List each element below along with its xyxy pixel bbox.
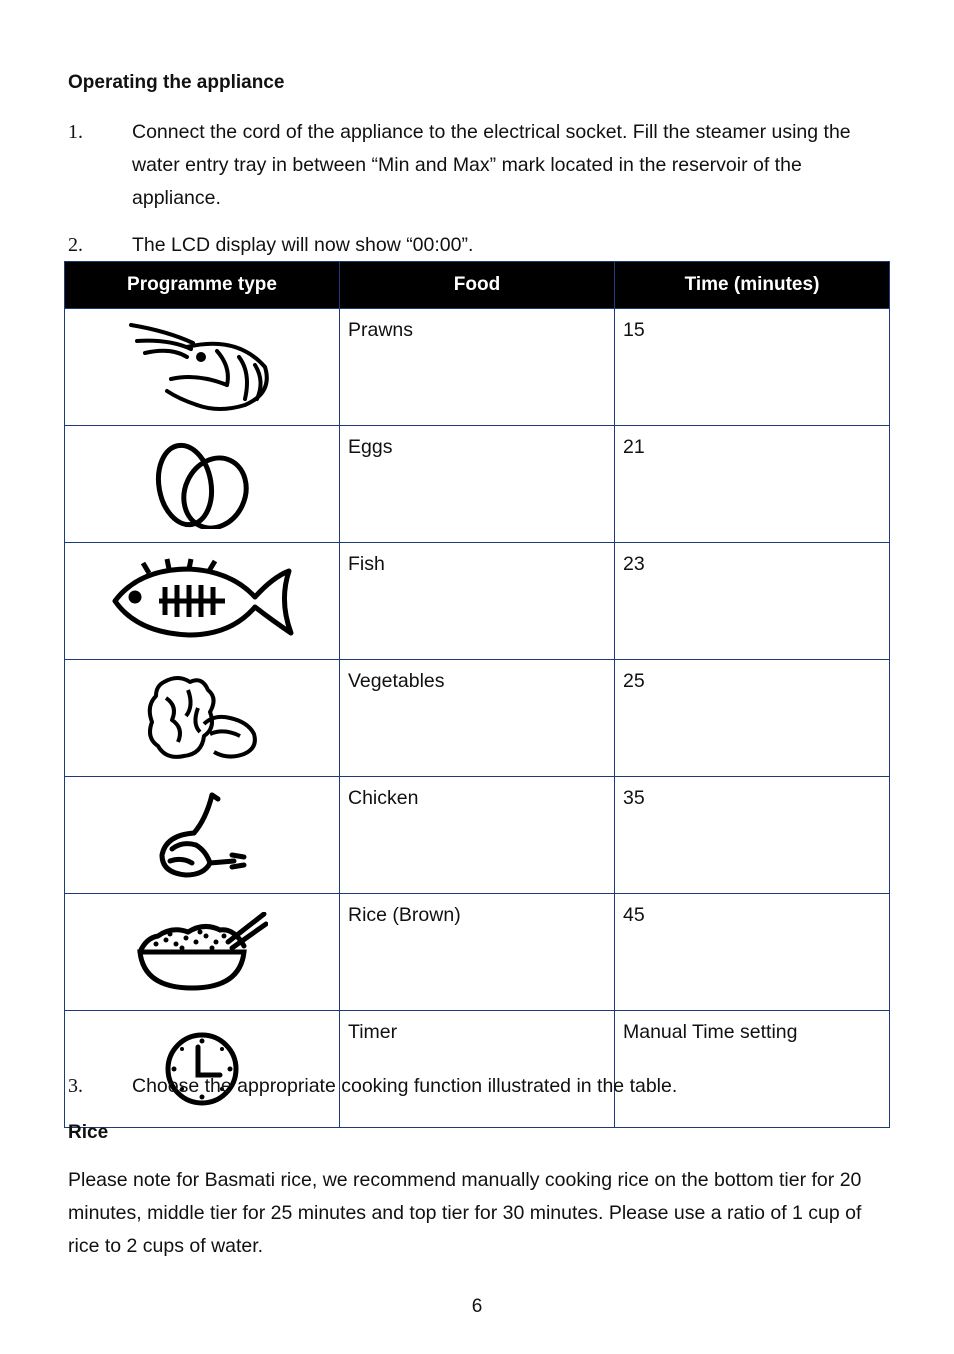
- time-cell: 45: [615, 894, 890, 1011]
- table-row: [65, 660, 890, 777]
- programme-icon-cell: [65, 426, 340, 543]
- table-row: [65, 894, 890, 1011]
- rice-section-title: Rice: [68, 1122, 109, 1143]
- food-cell: Fish: [340, 543, 615, 660]
- programme-icon-cell: [65, 894, 340, 1011]
- table-row: [65, 426, 890, 543]
- food-cell: Rice (Brown): [340, 894, 615, 1011]
- table-row: [65, 777, 890, 894]
- step-text: Choose the appropriate cooking function illustrated in the table.: [132, 1075, 678, 1097]
- time-cell: Manual Time setting: [615, 1011, 890, 1128]
- time-cell: 25: [615, 660, 890, 777]
- step-2: [68, 229, 888, 262]
- step-number: 1.: [68, 121, 83, 143]
- prawn-icon: [127, 321, 277, 413]
- vegetables-icon: [144, 672, 260, 764]
- table-header-row: [65, 262, 890, 309]
- food-cell: Prawns: [340, 309, 615, 426]
- food-cell: Timer: [340, 1011, 615, 1128]
- header-time: Time (minutes): [615, 262, 890, 309]
- programme-table: [64, 261, 890, 1128]
- step-1: [68, 116, 888, 215]
- time-cell: 23: [615, 543, 890, 660]
- rice-note-paragraph: Please note for Basmati rice, we recommend manually cooking rice on the bottom tier for 20 minutes, middle tier for 25 minutes and top tier for 30 minutes. Please use a ratio of 1 cup of rice to 2 cups of water.: [68, 1169, 862, 1257]
- header-food: Food: [340, 262, 615, 309]
- time-cell: 21: [615, 426, 890, 543]
- step-number: 3.: [68, 1075, 83, 1097]
- table-row: [65, 543, 890, 660]
- food-cell: Vegetables: [340, 660, 615, 777]
- table-row: [65, 1011, 890, 1128]
- programme-icon-cell: [65, 543, 340, 660]
- food-cell: Chicken: [340, 777, 615, 894]
- programme-icon-cell: [65, 777, 340, 894]
- food-cell: Eggs: [340, 426, 615, 543]
- header-programme-type: Programme type: [65, 262, 340, 309]
- section-title: Operating the appliance: [68, 72, 285, 93]
- chicken-icon: [152, 789, 252, 881]
- programme-icon-cell: [65, 1011, 340, 1128]
- step-number: 2.: [68, 234, 83, 256]
- page-number: 6: [471, 1296, 483, 1317]
- programme-icon-cell: [65, 660, 340, 777]
- time-cell: 35: [615, 777, 890, 894]
- eggs-icon: [147, 439, 257, 529]
- step-3: [68, 1070, 888, 1103]
- time-cell: 15: [615, 309, 890, 426]
- table-row: [65, 309, 890, 426]
- step-text: The LCD display will now show “00:00”.: [132, 234, 474, 256]
- fish-icon: [109, 557, 295, 645]
- rice-bowl-icon: [136, 912, 268, 992]
- programme-icon-cell: [65, 309, 340, 426]
- step-text: Connect the cord of the appliance to the electrical socket. Fill the steamer using the water entry tray in between “Min and Max” mark located in the reservoir of the appliance.: [132, 121, 851, 209]
